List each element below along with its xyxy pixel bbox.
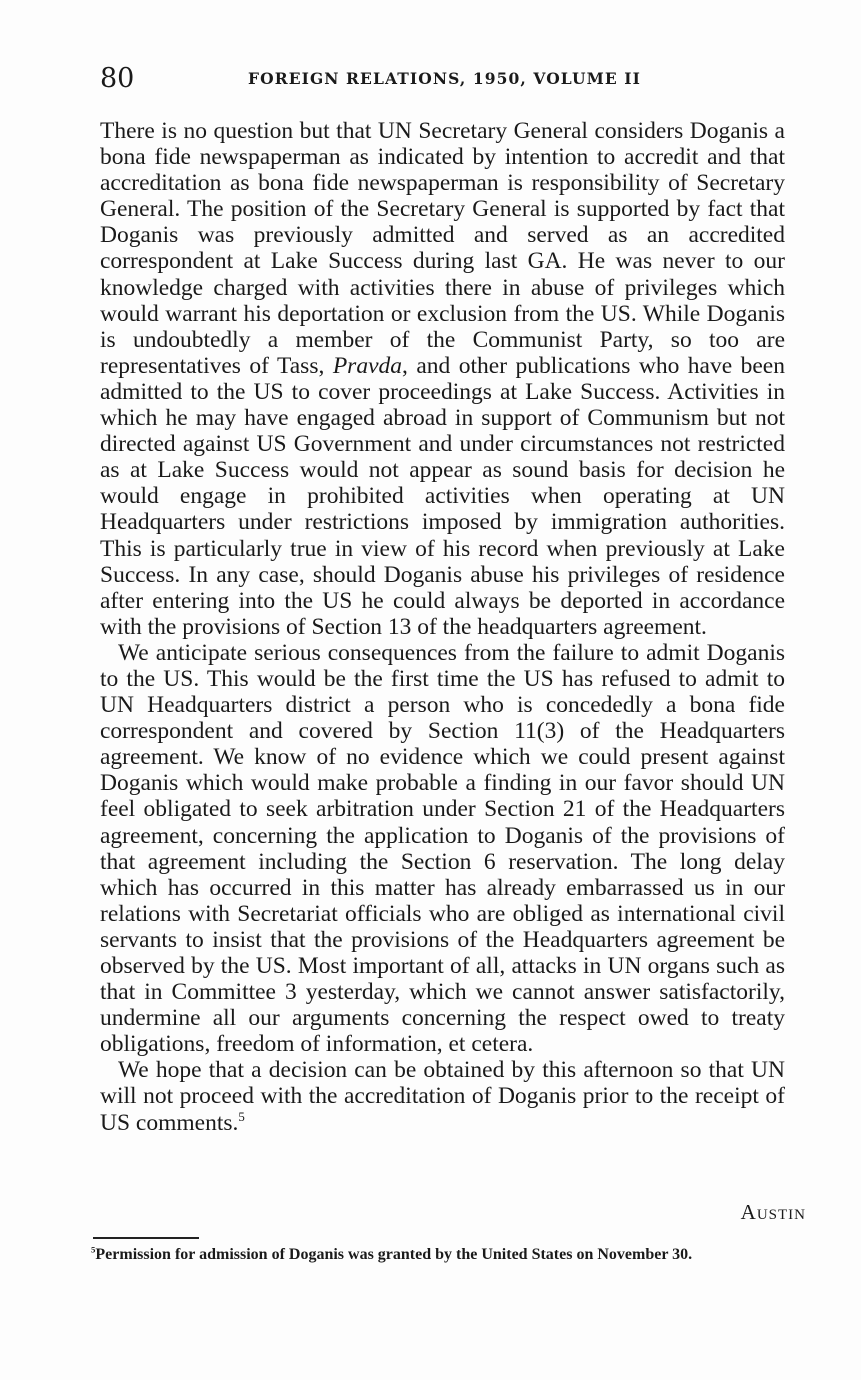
running-head: FOREIGN RELATIONS, 1950, VOLUME II [248,69,641,88]
footnote-marker: 5 [91,1244,96,1255]
paragraph-3 [100,1057,785,1135]
page-header [100,62,785,96]
footnote-text: Permission for admission of Doganis was granted by the United States on November 30. [95,1246,693,1263]
paragraph-1-text-a: There is no question but that UN Secretary General considers Doganis a bona fide newspaperman as indicated by intention to accredit and that accreditation as bona fide newspaperman is responsibility of Secretary General. The position of the Secretary General is supported by fact that Doganis was previously admitted and served as an accredited correspondent at Lake Success during last GA. He was never to our knowledge charged with activities there in abuse of privileges which would warrant his deportation or exclusion from the US. While Doganis is undoubtedly a member of the Communist Party, so too are representatives of Tass, [100,118,785,379]
footnote [91,1246,777,1264]
telegram-body [100,118,785,1136]
footnote-reference[interactable]: 5 [238,1108,245,1124]
signature: Austin [740,1200,806,1224]
paragraph-2: We anticipate serious consequences from the failure to admit Doganis to the US. This would be the first time the US has refused to admit to UN Headquarters district a person who is concededly a bona fide correspondent and covered by Section 11(3) of the Headquarters agreement. We know of no evidence which we could present against Doganis which would make probable a finding in our favor should UN feel obligated to seek arbitration under Section 21 of the Headquarters agreement, concerning the application to Doganis of the provisions of that agreement including the Section 6 reservation. The long delay which has occurred in this matter has already embarrassed us in our relations with Secretariat officials who are obliged as international civil servants to insist that the provisions of the Headquarters agreement be observed by the US. Most important of all, attacks in UN organs such as that in Committee 3 yesterday, which we cannot answer satisfactorily, undermine all our arguments concerning the respect owed to treaty obligations, freedom of information, et cetera. [100,639,785,1058]
footnote-divider [93,1237,199,1239]
paragraph-1-italic: Pravda [332,352,402,379]
paragraph-3-text: We hope that a decision can be obtained by this afternoon so that UN will not proceed with the accreditation of Doganis prior to the receipt of US comments. [100,1057,785,1136]
paragraph-1-text-b: , and other publications who have been admitted to the US to cover proceedings at Lake Success. Activities in which he may have engaged abroad in support of Communism but not directed against US Government and under circumstances not restricted as at Lake Success would not appear as sound basis for decision he would engage in prohibited activities when operating at UN Headquarters under restrictions imposed by immigration authorities. This is particularly true in view of his record when previously at Lake Success. In any case, should Doganis abuse his privileges of residence after entering into the US he could always be deported in accordance with the provisions of Section 13 of the headquarters agreement. [100,352,785,640]
page-number: 80 [100,63,135,94]
paragraph-1 [100,118,785,640]
